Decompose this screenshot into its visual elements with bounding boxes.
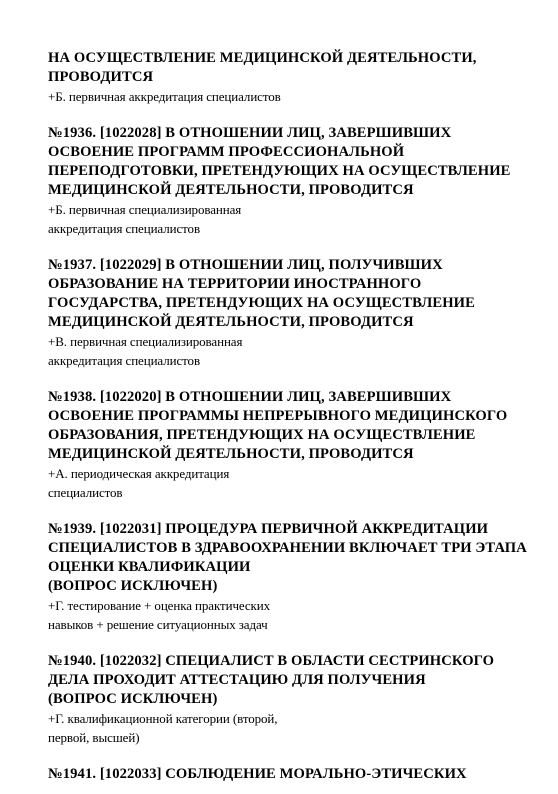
question-title-line: ПРОВОДИТСЯ [48, 69, 154, 85]
question-title-line: МЕДИЦИНСКОЙ ДЕЯТЕЛЬНОСТИ, ПРОВОДИТСЯ [48, 446, 414, 462]
question-title-line: ГОСУДАРСТВА, ПРЕТЕНДУЮЩИХ НА ОСУЩЕСТВЛЕНИЕ [48, 295, 475, 311]
question-title-line: №1937. [1022029] В ОТНОШЕНИИ ЛИЦ, ПОЛУЧИВШИХ [48, 257, 443, 273]
question-title-line: ОЦЕНКИ КВАЛИФИКАЦИИ [48, 559, 251, 575]
question-block [48, 256, 528, 370]
question-title-line: №1939. [1022031] ПРОЦЕДУРА ПЕРВИЧНОЙ АККРЕДИТАЦИИ [48, 521, 489, 537]
question-block [48, 388, 528, 502]
answer-line: +Б. первичная аккредитация специалистов [48, 89, 281, 104]
question-title-line: ДЕЛА ПРОХОДИТ АТТЕСТАЦИЮ ДЛЯ ПОЛУЧЕНИЯ [48, 672, 426, 688]
question-block [48, 49, 528, 106]
answer-line: +Б. первичная специализированная [48, 202, 242, 217]
question-title-line: №1938. [1022020] В ОТНОШЕНИИ ЛИЦ, ЗАВЕРШИВШИХ [48, 389, 452, 405]
answer-line: аккредитация специалистов [48, 221, 200, 236]
answer-line: первой, высшей) [48, 730, 140, 745]
answer-line: специалистов [48, 485, 123, 500]
question-title-line: МЕДИЦИНСКОЙ ДЕЯТЕЛЬНОСТИ, ПРОВОДИТСЯ [48, 314, 414, 330]
answer-line: +Г. тестирование + оценка практических [48, 598, 271, 613]
question-title-line: ОСВОЕНИЕ ПРОГРАММ ПРОФЕССИОНАЛЬНОЙ [48, 144, 405, 160]
question-title-line: ОБРАЗОВАНИЯ, ПРЕТЕНДУЮЩИХ НА ОСУЩЕСТВЛЕНИЕ [48, 427, 476, 443]
answer-line: +А. периодическая аккредитация [48, 466, 230, 481]
question-title-line: ОСВОЕНИЕ ПРОГРАММЫ НЕПРЕРЫВНОГО МЕДИЦИНСКОГО [48, 408, 508, 424]
question-title-line: (ВОПРОС ИСКЛЮЧЕН) [48, 691, 218, 707]
question-title-line: НА ОСУЩЕСТВЛЕНИЕ МЕДИЦИНСКОЙ ДЕЯТЕЛЬНОСТИ, [48, 50, 477, 66]
question-title-line: №1940. [1022032] СПЕЦИАЛИСТ В ОБЛАСТИ СЕСТРИНСКОГО [48, 653, 495, 669]
question-block [48, 520, 528, 634]
document-page [48, 49, 528, 784]
question-title-line: СПЕЦИАЛИСТОВ В ЗДРАВООХРАНЕНИИ ВКЛЮЧАЕТ ТРИ ЭТАПА [48, 540, 527, 556]
question-block [48, 765, 528, 784]
question-title-line: ОБРАЗОВАНИЕ НА ТЕРРИТОРИИ ИНОСТРАННОГО [48, 276, 422, 292]
question-title-line: (ВОПРОС ИСКЛЮЧЕН) [48, 578, 218, 594]
question-title-line: №1941. [1022033] СОБЛЮДЕНИЕ МОРАЛЬНО-ЭТИЧЕСКИХ [48, 766, 467, 782]
answer-line: навыков + решение ситуационных задач [48, 617, 268, 632]
question-title-line: ПЕРЕПОДГОТОВКИ, ПРЕТЕНДУЮЩИХ НА ОСУЩЕСТВЛЕНИЕ [48, 163, 511, 179]
question-title-line: №1936. [1022028] В ОТНОШЕНИИ ЛИЦ, ЗАВЕРШИВШИХ [48, 125, 452, 141]
answer-line: +Г. квалификационной категории (второй, [48, 711, 278, 726]
answer-line: +В. первичная специализированная [48, 334, 243, 349]
question-block [48, 124, 528, 238]
question-block [48, 652, 528, 747]
question-title-line: МЕДИЦИНСКОЙ ДЕЯТЕЛЬНОСТИ, ПРОВОДИТСЯ [48, 182, 414, 198]
answer-line: аккредитация специалистов [48, 353, 200, 368]
